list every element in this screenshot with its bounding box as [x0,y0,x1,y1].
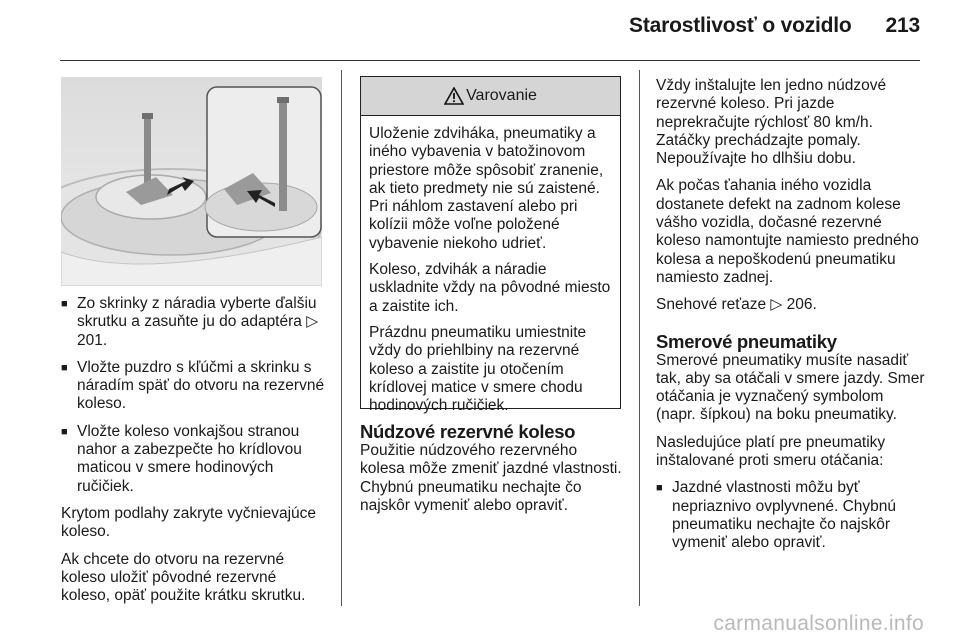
section-heading: Smerové pneumatiky [656,330,837,352]
spare-wheel-illustration [61,77,322,286]
column-3 [656,77,926,562]
column-1 [61,295,329,614]
column-divider-2 [639,70,640,606]
column-2-section [360,421,625,524]
warning-paragraph: Uloženie zdviháka, pneumatiky a iného vybavenia v batožinovom priestore môže spôsobiť zranenie, ak tieto predmety nie sú zaistené. Pri náhlom zastavení alebo pri kolízii môže voľne položené vybavenie niekoho udrieť. [369,125,604,252]
header-rule [60,60,920,61]
warning-body [361,116,620,415]
warning-heading: Varovanie [466,87,537,104]
list-item: ■ Zo skrinky z náradia vyberte ďalšiu skrutku a zasuňte ju do adaptéra ▷ 201. [61,295,329,350]
warning-triangle-icon [444,87,464,105]
paragraph: Ak počas ťahania iného vozidla dostanete defekt na zadnom kolese vášho vozidla, dočasné rezervné koleso namontujte namiesto predného kolesa a nepoškodenú pneumatiku namiesto zadnej. [656,177,919,286]
chapter-title: Starostlivosť o vozidlo [629,14,852,37]
page-header [629,14,920,38]
paragraph: Nasledujúce platí pre pneumatiky inštalované proti smeru otáčania: [656,433,886,470]
steps-list [61,295,329,496]
list-item: ■ Vložte koleso vonkajšou stranou nahor a zabezpečte ho krídlovou maticou v smere hodinových ručičiek. [61,423,329,496]
column-divider-1 [341,70,342,606]
watermark: carmanualsonline.info [713,612,924,635]
warning-header [361,77,620,116]
section-heading: Núdzové rezervné koleso [360,421,576,442]
consequences-list [656,479,926,552]
warning-paragraph: Prázdnu pneumatiku umiestnite vždy do priehlbiny na rezervné koleso a zaistite ju otočením krídlovej matice v smere chodu hodinových ručičiek. [369,323,587,415]
warning-paragraph: Koleso, zdvihák a náradie uskladnite vždy na pôvodné miesto a zaistite ich. [369,261,611,315]
paragraph: Použitie núdzového rezervného kolesa môže zmeniť jazdné vlastnosti. Chybnú pneumatiku nechajte čo najskôr vymeniť alebo opraviť. [360,442,622,514]
paragraph: Snehové reťaze ▷ 206. [656,296,817,314]
paragraph: Smerové pneumatiky musíte nasadiť tak, aby sa otáčali v smere jazdy. Smer otáčania je vyznačený symbolom (napr. šípkou) na boku pneumatiky. [656,351,925,424]
page-number: 213 [885,14,920,37]
warning-box [360,76,621,415]
paragraph: Krytom podlahy zakryte vyčnievajúce koleso. [61,504,317,541]
paragraph: Vždy inštalujte len jedno núdzové rezervné koleso. Pri jazde neprekračujte rýchlosť 80 km/h. Zatáčky prechádzajte pomaly. Nepoužívajte ho dlhšiu dobu. [656,77,887,168]
illustration-graphic [61,77,322,286]
list-item: ■ Jazdné vlastnosti môžu byť nepriaznivo ovplyvnené. Chybnú pneumatiku nechajte čo najskôr vymeniť alebo opraviť. [656,479,926,552]
list-item: ■ Vložte puzdro s kľúčmi a skrinku s náradím späť do otvoru na rezervné koleso. [61,359,329,414]
paragraph: Ak chcete do otvoru na rezervné koleso uložiť pôvodné rezervné koleso, opäť použite krátku skrutku. [61,550,306,605]
